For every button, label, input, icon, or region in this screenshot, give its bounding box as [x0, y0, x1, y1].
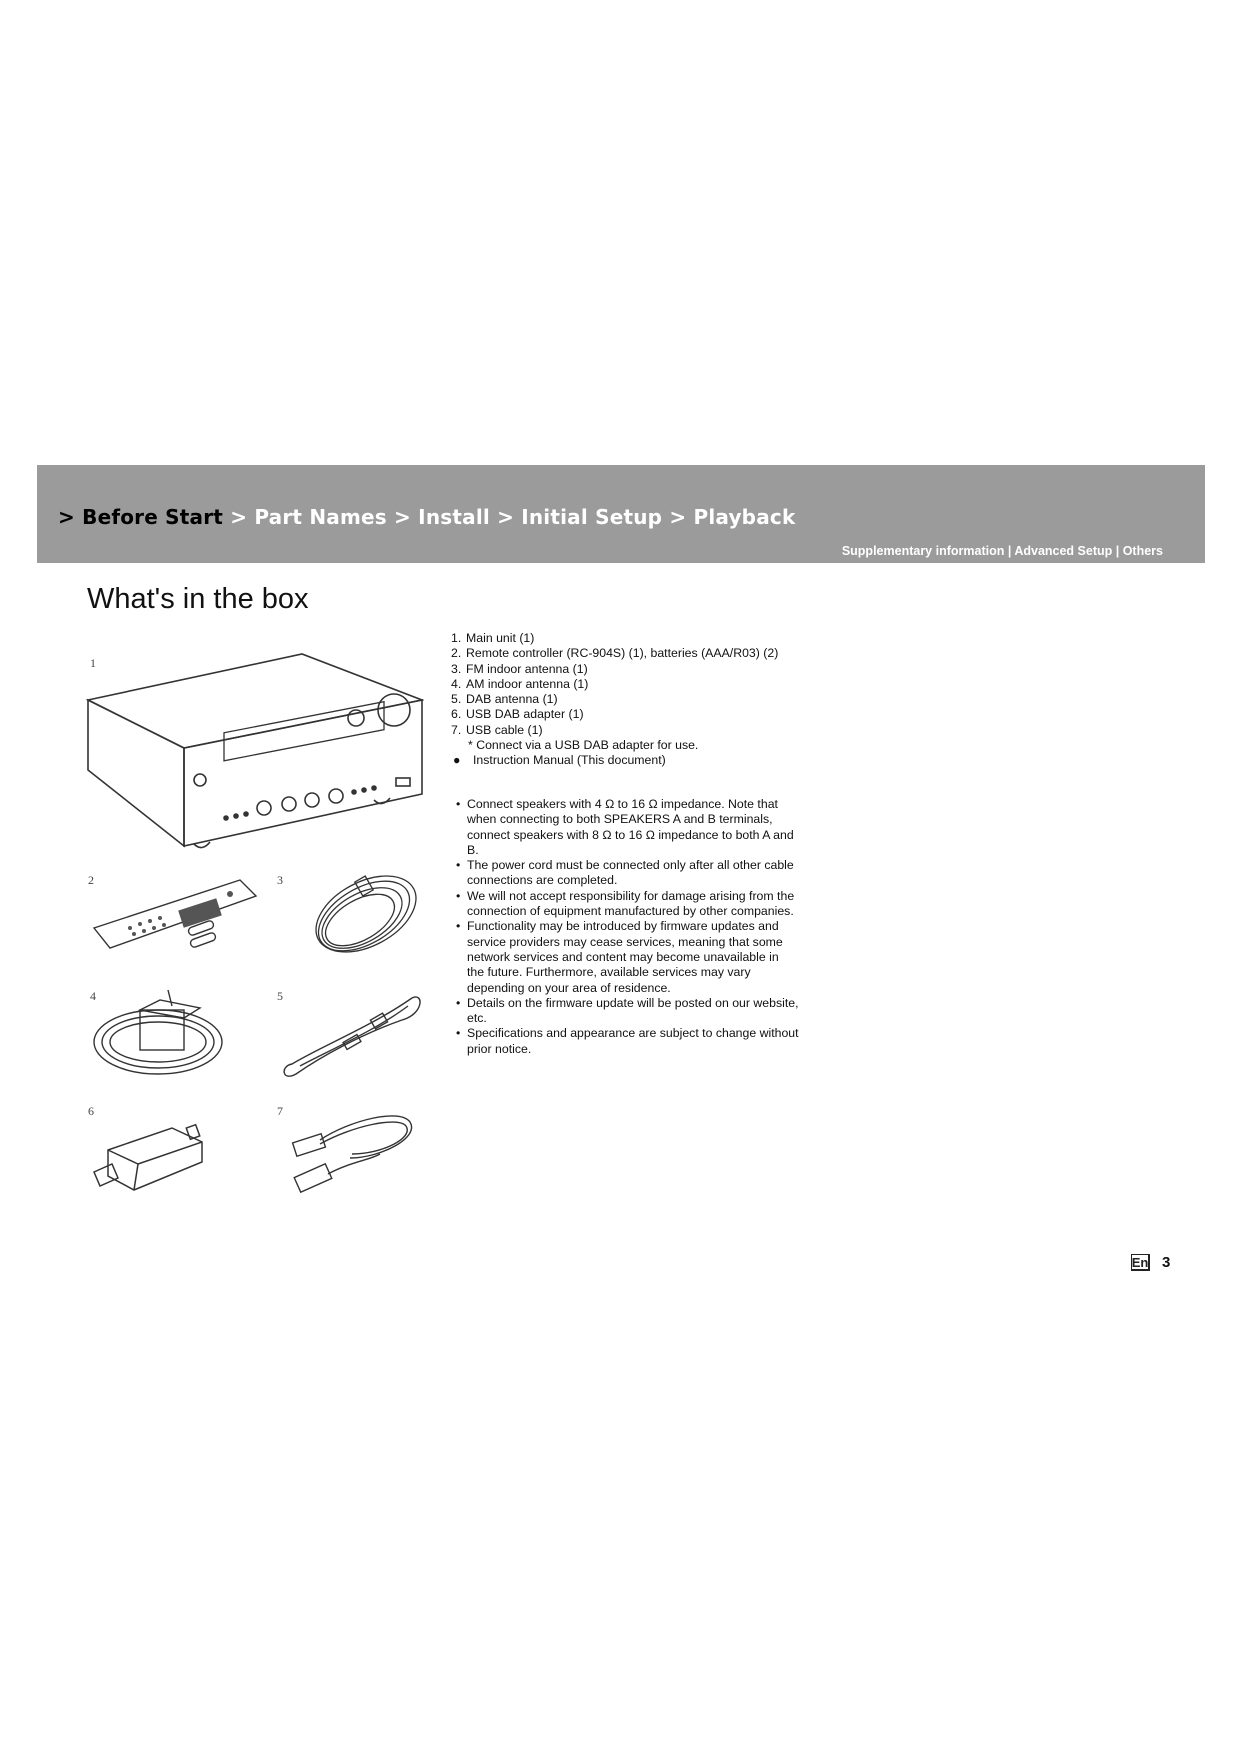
list-item: 4. AM indoor antenna (1)	[451, 676, 589, 691]
figure-number-7: 7	[277, 1104, 283, 1118]
am-loop-antenna-illustration	[90, 986, 230, 1081]
list-item: 5. DAB antenna (1)	[451, 692, 558, 707]
nav-playback[interactable]: > Playback	[662, 505, 796, 529]
figure-number-4: 4	[90, 989, 96, 1003]
header-bar	[37, 465, 1205, 563]
page-footer	[1131, 1254, 1170, 1271]
note-item: • Details on the firmware update will be posted on our website, etc.	[456, 995, 799, 1026]
manual-item: ● Instruction Manual (This document)	[453, 753, 666, 768]
nav-install[interactable]: > Install	[386, 505, 490, 529]
nav-initial-setup[interactable]: > Initial Setup	[489, 505, 663, 529]
notes-list	[456, 797, 799, 1057]
nav-part-names[interactable]: > Part Names	[223, 505, 387, 529]
figure-number-6: 6	[88, 1104, 94, 1118]
list-item: 3. FM indoor antenna (1)	[451, 661, 588, 676]
note-item: • Functionality may be introduced by firmware updates and service providers may cease services, meaning that some network services and content may become unavailable in the future. Furthermore, available services may vary depending on your area of residence.	[456, 919, 783, 995]
page-title: What's in the box	[87, 583, 309, 615]
breadcrumb-nav	[58, 505, 795, 529]
contents-list	[451, 631, 811, 769]
av-receiver-illustration	[84, 650, 424, 850]
fm-antenna-illustration	[284, 872, 424, 962]
note-item: • Connect speakers with 4 Ω to 16 Ω impedance. Note that when connecting to both SPEAKERS A and B terminals, connect speakers with 8 Ω to 16 Ω impedance to both A and B.	[456, 797, 794, 857]
supplementary-links[interactable]: Supplementary information | Advanced Setup | Others	[841, 544, 1163, 558]
usb-note: * Connect via a USB DAB adapter for use.	[468, 738, 699, 753]
dab-antenna-illustration	[282, 986, 427, 1081]
figure-number-2: 2	[88, 873, 94, 887]
nav-before-start[interactable]: > Before Start	[58, 505, 224, 529]
figure-number-1: 1	[90, 656, 96, 670]
note-item: • The power cord must be connected only after all other cable connections are completed.	[456, 858, 794, 888]
note-item: • We will not accept responsibility for damage arising from the connection of equipment manufactured by other companies.	[456, 888, 795, 919]
language-badge: En	[1131, 1254, 1149, 1270]
note-item: • Specifications and appearance are subject to change without prior notice.	[456, 1026, 799, 1056]
usb-dab-adapter-illustration	[90, 1120, 210, 1200]
figure-number-5: 5	[277, 989, 283, 1003]
figure-number-3: 3	[277, 873, 283, 887]
list-item: 6. USB DAB adapter (1)	[451, 707, 584, 722]
usb-cable-illustration	[290, 1110, 420, 1200]
list-item: 2. Remote controller (RC-904S) (1), batteries (AAA/R03) (2)	[451, 646, 779, 661]
list-item: 7. USB cable (1)	[451, 722, 543, 737]
remote-controller-illustration	[90, 876, 260, 956]
list-item: 1. Main unit (1)	[451, 631, 535, 645]
page-number: 3	[1162, 1254, 1171, 1271]
